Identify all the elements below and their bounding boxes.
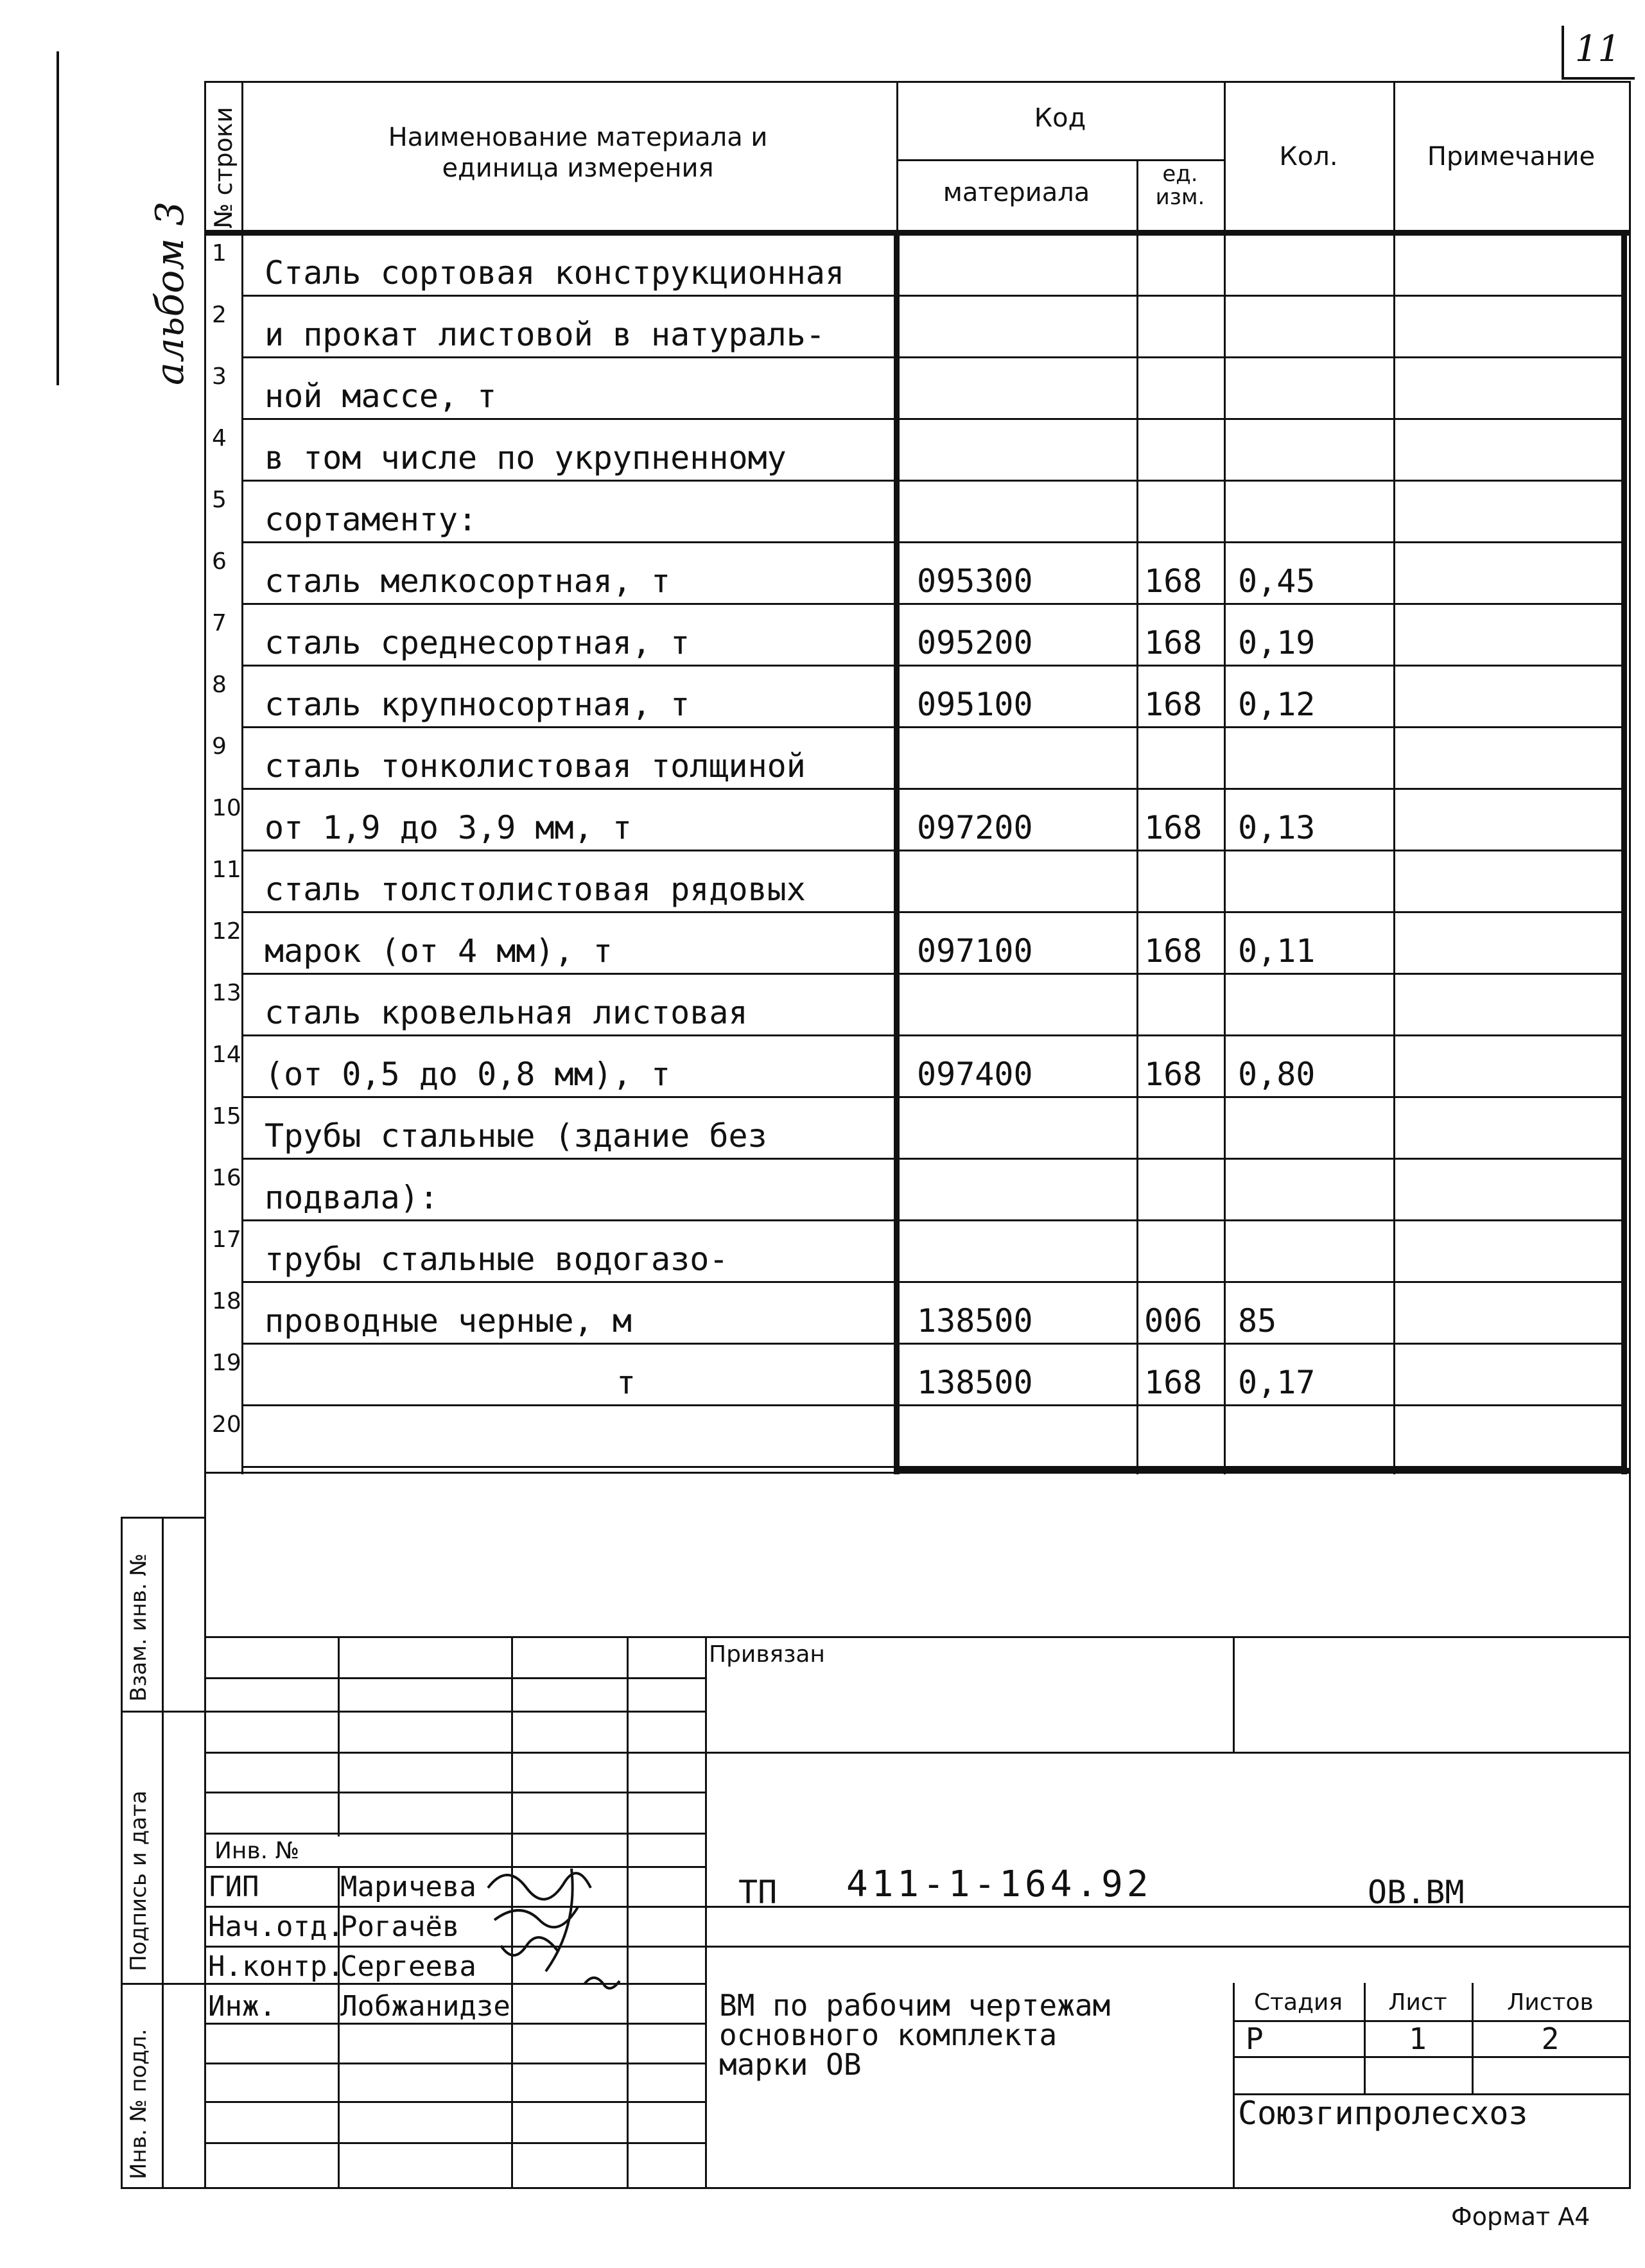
row-number: 20	[212, 1411, 241, 1438]
row-name: сортаменту:	[265, 501, 478, 538]
row-divider	[241, 418, 1622, 420]
row-unit: 168	[1144, 1056, 1203, 1093]
row-qty: 0,13	[1238, 809, 1316, 846]
row-code: 095100	[917, 686, 1033, 723]
role-inzh: Инж.	[208, 1990, 276, 2023]
row-number: 7	[212, 610, 227, 636]
row-number: 15	[212, 1103, 241, 1130]
row-divider	[241, 665, 1622, 667]
row-number: 1	[212, 240, 227, 266]
row-name: сталь тонколистовая толщиной	[265, 747, 806, 785]
row-number: 9	[212, 733, 227, 760]
row-name: сталь крупносортная, т	[265, 686, 690, 723]
row-number: 13	[212, 980, 241, 1006]
row-code: 097200	[917, 809, 1033, 846]
row-divider	[241, 1034, 1622, 1036]
row-number: 4	[212, 425, 227, 451]
role-nkontr: Н.контр.	[208, 1950, 344, 1983]
row-name: сталь мелкосортная, т	[265, 563, 671, 600]
row-divider	[241, 911, 1622, 913]
row-divider	[241, 603, 1622, 605]
header-code: Код	[1034, 103, 1086, 133]
row-name: ной массе, т	[265, 378, 497, 415]
row-unit: 168	[1144, 932, 1203, 970]
row-divider	[241, 1404, 1622, 1406]
header-row-no: № строки	[209, 107, 238, 229]
row-name: (от 0,5 до 0,8 мм), т	[265, 1056, 671, 1093]
sheet-value: 1	[1409, 2021, 1427, 2056]
row-name: т	[616, 1364, 636, 1401]
row-name: от 1,9 до 3,9 мм, т	[265, 809, 632, 846]
row-number: 2	[212, 302, 227, 328]
row-divider	[241, 1466, 1622, 1468]
row-name: сталь толстолистовая рядовых	[265, 871, 806, 908]
row-number: 10	[212, 795, 241, 821]
row-unit: 168	[1144, 686, 1203, 723]
doc-code: ТП	[738, 1874, 778, 1911]
page-number-box	[1562, 26, 1635, 80]
row-unit: 168	[1144, 624, 1203, 661]
sheets-value: 2	[1541, 2021, 1560, 2056]
row-name: Трубы стальные (здание без	[265, 1117, 767, 1155]
row-qty: 0,45	[1238, 563, 1316, 600]
row-name: в том числе по укрупненному	[265, 439, 787, 476]
name-gip: Маричева	[340, 1871, 476, 1903]
row-number: 5	[212, 487, 227, 513]
row-qty: 0,12	[1238, 686, 1316, 723]
row-divider	[241, 726, 1622, 728]
header-note: Примечание	[1427, 142, 1596, 171]
row-qty: 85	[1238, 1302, 1277, 1339]
row-divider	[241, 1219, 1622, 1221]
row-code: 097100	[917, 932, 1033, 970]
name-nkontr: Сергеева	[340, 1950, 476, 1983]
row-divider	[241, 541, 1622, 543]
row-name: и прокат листовой в натураль-	[265, 316, 825, 353]
row-code: 097400	[917, 1056, 1033, 1093]
stage-value: Р	[1246, 2021, 1264, 2056]
row-number: 11	[212, 857, 241, 883]
header-name: Наименование материала и единица измерения	[388, 123, 768, 183]
header-qty: Кол.	[1279, 142, 1338, 171]
sheets-label: Листов	[1507, 1989, 1594, 2016]
row-code: 095300	[917, 563, 1033, 600]
row-name: подвала):	[265, 1179, 439, 1216]
row-divider	[241, 480, 1622, 482]
row-name: проводные черные, м	[265, 1302, 632, 1339]
row-number: 14	[212, 1042, 241, 1068]
sheet-label: Лист	[1388, 1989, 1447, 2016]
header-code-material: материала	[943, 178, 1090, 207]
stamp-inv-podl: Инв. № подл.	[126, 2028, 152, 2179]
row-divider	[241, 788, 1622, 790]
row-qty: 0,19	[1238, 624, 1316, 661]
row-divider	[241, 356, 1622, 358]
privyazan-label: Привязан	[709, 1641, 825, 1668]
row-name: Сталь сортовая конструкционная	[265, 254, 845, 292]
row-code: 138500	[917, 1364, 1033, 1401]
org-name: Союзгипролесхоз	[1238, 2095, 1528, 2132]
row-number: 19	[212, 1350, 241, 1376]
row-divider	[241, 295, 1622, 297]
doc-title: ВМ по рабочим чертежам основного комплекта марки ОВ	[719, 1988, 1111, 2082]
row-divider	[241, 1096, 1622, 1098]
row-unit: 168	[1144, 809, 1203, 846]
row-qty: 0,11	[1238, 932, 1316, 970]
role-nach: Нач.отд.	[208, 1910, 344, 1943]
row-unit: 168	[1144, 1364, 1203, 1401]
doc-number: 411-1-164.92	[846, 1863, 1153, 1905]
page-number: 11	[1574, 28, 1621, 70]
stage-label: Стадия	[1253, 1989, 1343, 2016]
row-unit: 006	[1144, 1302, 1203, 1339]
row-code: 138500	[917, 1302, 1033, 1339]
row-name: марок (от 4 мм), т	[265, 932, 613, 970]
role-gip: ГИП	[208, 1871, 259, 1903]
header-code-unit: ед. изм.	[1155, 161, 1205, 210]
row-number: 12	[212, 918, 241, 945]
row-number: 16	[212, 1165, 241, 1191]
margin-note: альбом 3	[148, 201, 193, 385]
row-divider	[241, 973, 1622, 975]
row-name: трубы стальные водогазо-	[265, 1241, 729, 1278]
format-label: Формат А4	[1451, 2203, 1590, 2231]
stamp-vzam-inv: Взам. инв. №	[126, 1553, 152, 1702]
inv-no-label: Инв. №	[214, 1838, 300, 1864]
row-divider	[241, 1343, 1622, 1345]
name-nach: Рогачёв	[340, 1910, 460, 1943]
row-number: 8	[212, 672, 227, 698]
row-name: сталь среднесортная, т	[265, 624, 690, 661]
row-divider	[241, 1281, 1622, 1283]
name-inzh: Лобжанидзе	[340, 1990, 510, 2023]
signature-marks	[475, 1849, 642, 2003]
row-number: 3	[212, 363, 227, 390]
binding-line	[57, 51, 59, 385]
row-number: 17	[212, 1226, 241, 1253]
row-number: 6	[212, 548, 227, 575]
stamp-podpis-data: Подпись и дата	[126, 1790, 152, 1971]
row-code: 095200	[917, 624, 1033, 661]
doc-mark: ОВ.ВМ	[1368, 1874, 1465, 1911]
row-number: 18	[212, 1288, 241, 1314]
row-qty: 0,17	[1238, 1364, 1316, 1401]
row-qty: 0,80	[1238, 1056, 1316, 1093]
row-divider	[241, 850, 1622, 851]
row-name: сталь кровельная листовая	[265, 994, 748, 1031]
row-unit: 168	[1144, 563, 1203, 600]
row-divider	[241, 1158, 1622, 1160]
